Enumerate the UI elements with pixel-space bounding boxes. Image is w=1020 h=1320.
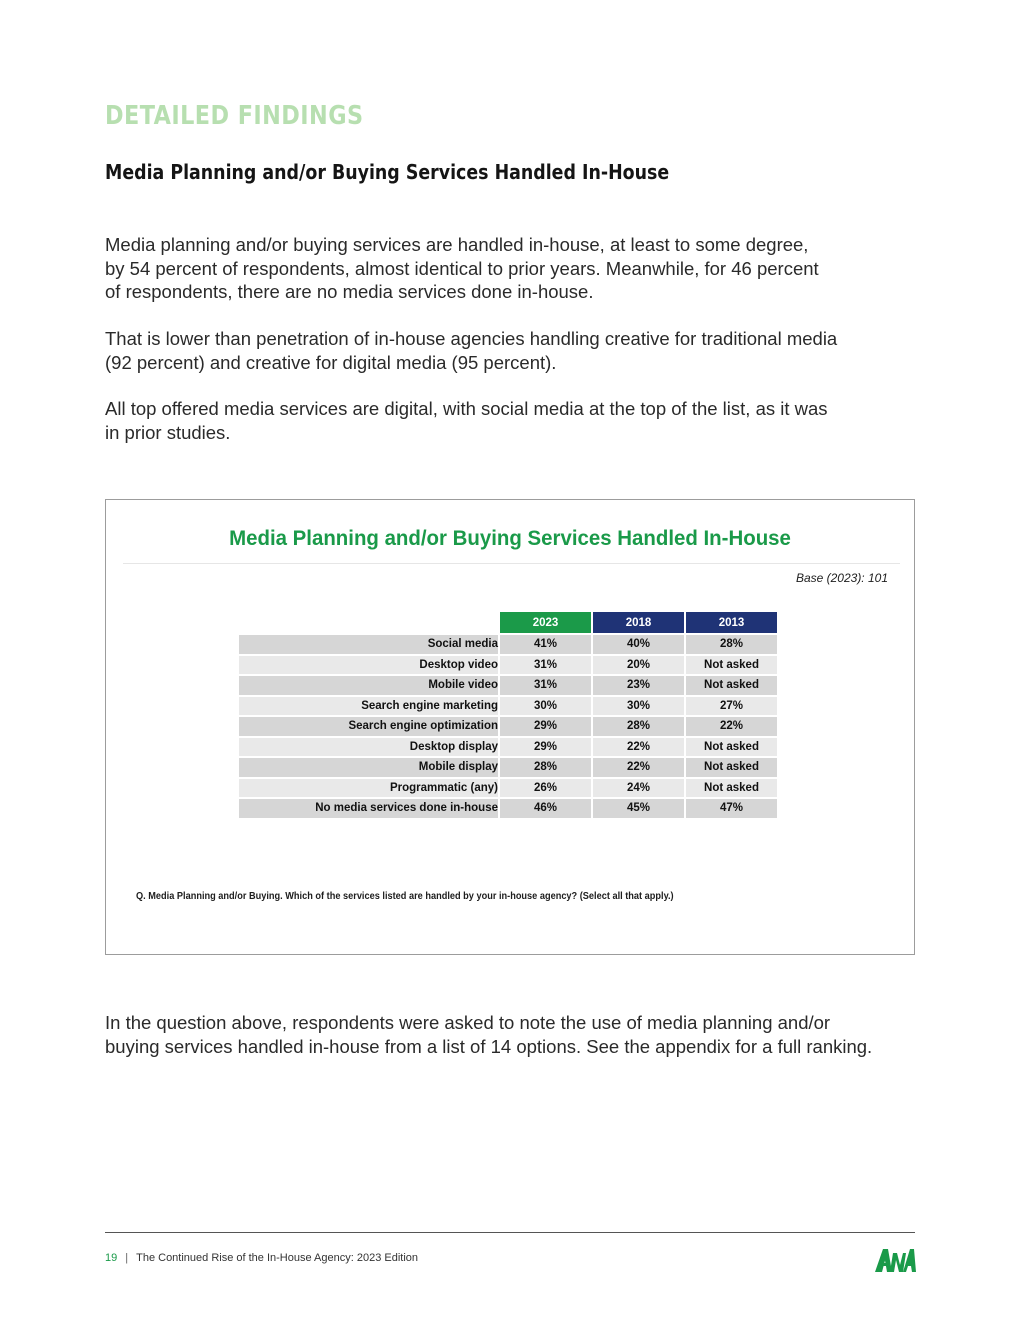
row-label: Mobile display xyxy=(239,758,498,777)
cell-2013: 28% xyxy=(686,635,777,654)
paragraph-comparison xyxy=(105,327,837,374)
cell-2018: 24% xyxy=(593,779,684,798)
section-label: DETAILED FINDINGS xyxy=(105,101,364,131)
cell-2018: 45% xyxy=(593,799,684,818)
survey-question-note: Q. Media Planning and/or Buying. Which of the services listed are handled by your in-house agency? (Select all that apply.) xyxy=(136,891,674,902)
header-blank xyxy=(239,612,498,633)
cell-2018: 40% xyxy=(593,635,684,654)
table-row xyxy=(239,738,777,757)
column-header-2013: 2013 xyxy=(686,612,777,633)
cell-2023: 46% xyxy=(500,799,591,818)
cell-2023: 30% xyxy=(500,697,591,716)
row-label: Desktop video xyxy=(239,656,498,675)
table-row xyxy=(239,656,777,675)
ana-logo-icon xyxy=(873,1245,917,1273)
row-label: Social media xyxy=(239,635,498,654)
paragraph-line: by 54 percent of respondents, almost identical to prior years. Meanwhile, for 46 percent xyxy=(105,257,819,279)
figure-title: Media Planning and/or Buying Services Handled In-House xyxy=(229,526,791,550)
paragraph-digital xyxy=(105,397,828,444)
paragraph-line: (92 percent) and creative for digital media (95 percent). xyxy=(105,351,557,373)
page-footer xyxy=(105,1252,418,1264)
figure-divider xyxy=(123,563,900,564)
cell-2013: Not asked xyxy=(686,779,777,798)
table-row xyxy=(239,717,777,736)
cell-2023: 28% xyxy=(500,758,591,777)
table-row xyxy=(239,635,777,654)
publication-title: The Continued Rise of the In-House Agency: 2023 Edition xyxy=(136,1252,419,1264)
paragraph-line: All top offered media services are digital, with social media at the top of the list, as it was xyxy=(105,398,828,419)
paragraph-line: in prior studies. xyxy=(105,421,231,443)
cell-2018: 28% xyxy=(593,717,684,736)
row-label: No media services done in-house xyxy=(239,799,498,818)
cell-2013: Not asked xyxy=(686,738,777,757)
paragraph-line: That is lower than penetration of in-house agencies handling creative for traditional media xyxy=(105,328,838,349)
column-header-2018: 2018 xyxy=(593,612,684,633)
cell-2018: 23% xyxy=(593,676,684,695)
table-row xyxy=(239,758,777,777)
cell-2023: 29% xyxy=(500,717,591,736)
data-table xyxy=(237,610,779,820)
table-row xyxy=(239,697,777,716)
row-label: Desktop display xyxy=(239,738,498,757)
figure-base-note: Base (2023): 101 xyxy=(795,571,888,585)
table-row xyxy=(239,676,777,695)
cell-2018: 20% xyxy=(593,656,684,675)
table-header-row xyxy=(239,612,777,633)
cell-2023: 29% xyxy=(500,738,591,757)
cell-2023: 31% xyxy=(500,656,591,675)
cell-2023: 31% xyxy=(500,676,591,695)
page-heading: Media Planning and/or Buying Services Handled In-House xyxy=(105,160,670,184)
column-header-2023: 2023 xyxy=(500,612,591,633)
cell-2013: Not asked xyxy=(686,656,777,675)
cell-2013: 47% xyxy=(686,799,777,818)
cell-2013: 22% xyxy=(686,717,777,736)
cell-2013: Not asked xyxy=(686,676,777,695)
table-row xyxy=(239,779,777,798)
cell-2018: 30% xyxy=(593,697,684,716)
table-row xyxy=(239,799,777,818)
footer-separator: | xyxy=(125,1252,129,1264)
cell-2023: 41% xyxy=(500,635,591,654)
row-label: Search engine optimization xyxy=(239,717,498,736)
paragraph-options xyxy=(105,1011,872,1058)
row-label: Search engine marketing xyxy=(239,697,498,716)
cell-2018: 22% xyxy=(593,738,684,757)
footer-divider xyxy=(105,1232,915,1233)
row-label: Programmatic (any) xyxy=(239,779,498,798)
paragraph-line: In the question above, respondents were asked to note the use of media planning and/or xyxy=(105,1012,831,1033)
cell-2018: 22% xyxy=(593,758,684,777)
paragraph-line: of respondents, there are no media services done in-house. xyxy=(105,281,594,302)
cell-2013: 27% xyxy=(686,697,777,716)
cell-2023: 26% xyxy=(500,779,591,798)
row-label: Mobile video xyxy=(239,676,498,695)
page-number: 19 xyxy=(105,1252,118,1264)
paragraph-line: Media planning and/or buying services are handled in-house, at least to some degree, xyxy=(105,234,809,255)
cell-2013: Not asked xyxy=(686,758,777,777)
paragraph-intro xyxy=(105,233,819,304)
paragraph-line: buying services handled in-house from a list of 14 options. See the appendix for a full ranking. xyxy=(105,1035,873,1057)
